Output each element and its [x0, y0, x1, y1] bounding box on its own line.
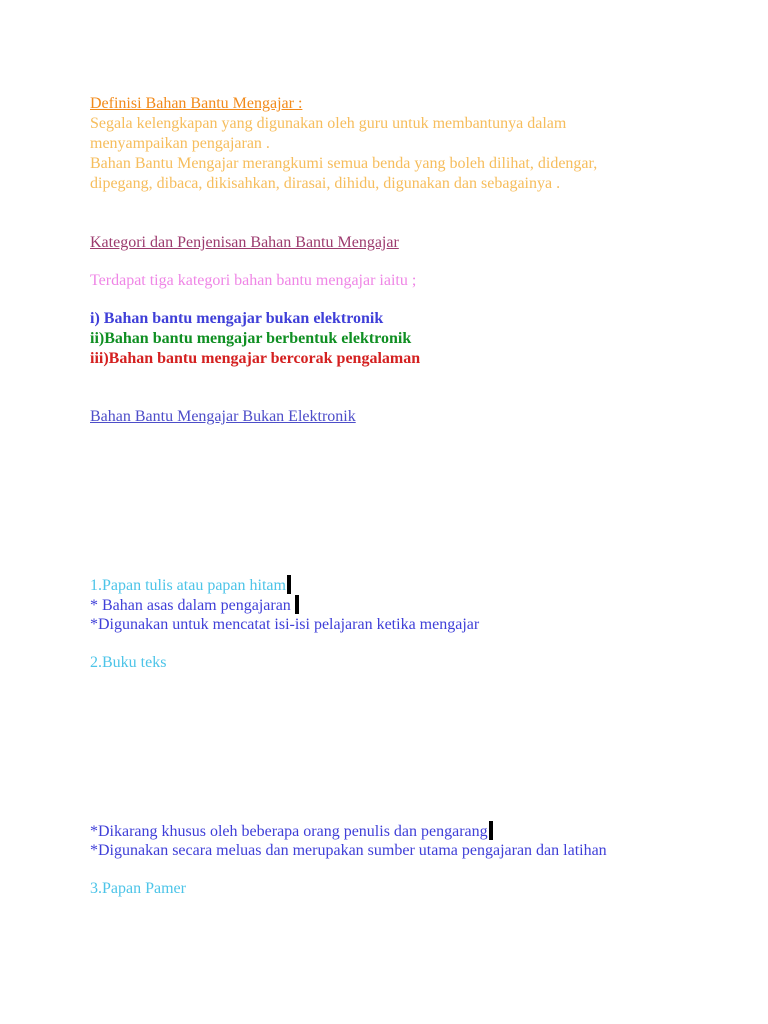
kategori-item-berbentuk-elektronik: ii)Bahan bantu mengajar berbentuk elektronik — [90, 330, 412, 347]
text-cursor — [489, 821, 493, 840]
text-cursor — [295, 595, 299, 614]
bukan-elektronik-link[interactable]: Bahan Bantu Mengajar Bukan Elektronik — [90, 408, 356, 425]
definisi-line-3: Bahan Bantu Mengajar merangkumi semua benda yang boleh dilihat, didengar, — [90, 155, 598, 172]
buku-teks-point-1-text: *Dikarang khusus oleh beberapa orang penulis dan pengarang — [90, 823, 488, 840]
papan-pamer-title: 3.Papan Pamer — [90, 880, 186, 897]
papan-tulis-point-2: *Digunakan untuk mencatat isi-isi pelajaran ketika mengajar — [90, 616, 480, 633]
buku-teks-point-1 — [90, 821, 493, 842]
papan-tulis-title-text: 1.Papan tulis atau papan hitam — [90, 577, 286, 594]
papan-tulis-point-1-text: * Bahan asas dalam pengajaran — [90, 597, 291, 614]
kategori-item-bercorak-pengalaman: iii)Bahan bantu mengajar bercorak pengalaman — [90, 350, 421, 367]
definisi-line-4: dipegang, dibaca, dikisahkan, dirasai, dihidu, digunakan dan sebagainya . — [90, 175, 561, 192]
buku-teks-title: 2.Buku teks — [90, 654, 167, 671]
papan-tulis-point-1 — [90, 595, 299, 616]
kategori-heading: Kategori dan Penjenisan Bahan Bantu Mengajar — [90, 234, 399, 251]
kategori-intro: Terdapat tiga kategori bahan bantu mengajar iaitu ; — [90, 272, 417, 289]
definisi-heading: Definisi Bahan Bantu Mengajar : — [90, 95, 303, 112]
text-cursor — [287, 575, 291, 594]
buku-teks-point-2: *Digunakan secara meluas dan merupakan sumber utama pengajaran dan latihan — [90, 842, 607, 859]
definisi-line-1: Segala kelengkapan yang digunakan oleh guru untuk membantunya dalam — [90, 115, 567, 132]
definisi-line-2: menyampaikan pengajaran . — [90, 135, 270, 152]
kategori-item-bukan-elektronik: i) Bahan bantu mengajar bukan elektronik — [90, 310, 384, 327]
papan-tulis-title — [90, 575, 291, 596]
